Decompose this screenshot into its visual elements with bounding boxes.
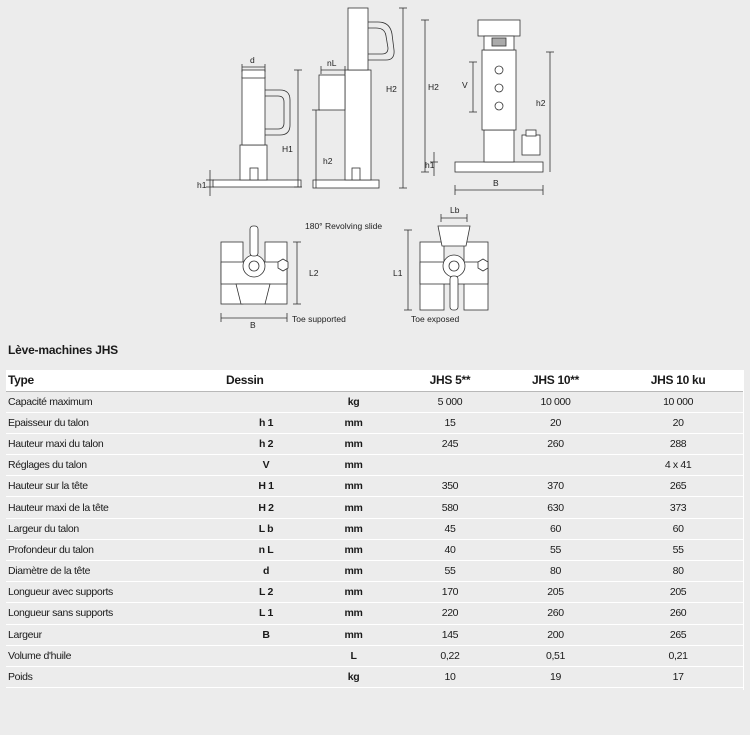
row-value-jhs10: 10 000 bbox=[499, 391, 612, 412]
row-unit: kg bbox=[306, 391, 401, 412]
table-row bbox=[6, 391, 744, 412]
table-row bbox=[6, 476, 744, 497]
row-unit: mm bbox=[306, 624, 401, 645]
header-model-1: JHS 5** bbox=[401, 370, 499, 391]
row-unit: mm bbox=[306, 433, 401, 454]
row-unit: mm bbox=[306, 582, 401, 603]
row-symbol bbox=[226, 645, 306, 666]
row-symbol: d bbox=[226, 561, 306, 582]
row-label: Volume d'huile bbox=[6, 645, 226, 666]
row-value-jhs5: 145 bbox=[401, 624, 499, 645]
label-B-right: B bbox=[493, 178, 499, 188]
row-value-jhs5: 220 bbox=[401, 603, 499, 624]
row-symbol: n L bbox=[226, 539, 306, 560]
row-value-jhs10ku: 288 bbox=[612, 433, 744, 454]
row-symbol: h 1 bbox=[226, 412, 306, 433]
row-symbol: B bbox=[226, 624, 306, 645]
row-symbol bbox=[226, 391, 306, 412]
label-H2-right: H2 bbox=[428, 82, 439, 92]
row-value-jhs5: 580 bbox=[401, 497, 499, 518]
row-value-jhs10ku: 265 bbox=[612, 624, 744, 645]
row-label: Longueur sans supports bbox=[6, 603, 226, 624]
row-value-jhs10: 260 bbox=[499, 433, 612, 454]
row-label: Hauteur sur la tête bbox=[6, 476, 226, 497]
header-model-3: JHS 10 ku bbox=[612, 370, 744, 391]
header-unit bbox=[306, 370, 401, 391]
row-symbol: h 2 bbox=[226, 433, 306, 454]
label-h1-right: h1 bbox=[425, 160, 435, 170]
row-value-jhs10: 260 bbox=[499, 603, 612, 624]
row-value-jhs5: 350 bbox=[401, 476, 499, 497]
row-symbol: L 2 bbox=[226, 582, 306, 603]
row-symbol: H 2 bbox=[226, 497, 306, 518]
row-unit: mm bbox=[306, 561, 401, 582]
row-label: Réglages du talon bbox=[6, 455, 226, 476]
table-header-row bbox=[6, 370, 744, 391]
row-value-jhs5: 0,22 bbox=[401, 645, 499, 666]
row-value-jhs10: 19 bbox=[499, 666, 612, 687]
row-symbol: V bbox=[226, 455, 306, 476]
row-label: Largeur du talon bbox=[6, 518, 226, 539]
jack-drawing-3 bbox=[421, 20, 554, 195]
row-value-jhs5: 245 bbox=[401, 433, 499, 454]
technical-drawings bbox=[0, 0, 750, 335]
row-value-jhs5: 40 bbox=[401, 539, 499, 560]
row-value-jhs5: 170 bbox=[401, 582, 499, 603]
label-h1-left: h1 bbox=[197, 180, 207, 190]
row-value-jhs10: 200 bbox=[499, 624, 612, 645]
plan-drawing-toe-supported bbox=[221, 226, 301, 322]
row-unit: mm bbox=[306, 476, 401, 497]
row-unit: mm bbox=[306, 497, 401, 518]
row-label: Profondeur du talon bbox=[6, 539, 226, 560]
label-V: V bbox=[462, 80, 468, 90]
table-row bbox=[6, 666, 744, 687]
row-unit: mm bbox=[306, 603, 401, 624]
row-label: Longueur avec supports bbox=[6, 582, 226, 603]
table-right-border bbox=[743, 370, 744, 690]
row-value-jhs10: 20 bbox=[499, 412, 612, 433]
label-L2: L2 bbox=[309, 268, 319, 278]
table-row bbox=[6, 582, 744, 603]
row-value-jhs5: 15 bbox=[401, 412, 499, 433]
plan-drawing-toe-exposed bbox=[404, 214, 488, 310]
row-value-jhs10: 80 bbox=[499, 561, 612, 582]
label-H1: H1 bbox=[282, 144, 293, 154]
table-row bbox=[6, 645, 744, 666]
row-symbol bbox=[226, 666, 306, 687]
header-type: Type bbox=[6, 370, 226, 391]
row-value-jhs5: 45 bbox=[401, 518, 499, 539]
jack-drawing-1 bbox=[206, 64, 302, 196]
row-value-jhs10ku: 80 bbox=[612, 561, 744, 582]
row-value-jhs10ku: 20 bbox=[612, 412, 744, 433]
row-value-jhs10: 0,51 bbox=[499, 645, 612, 666]
label-L1: L1 bbox=[393, 268, 403, 278]
row-value-jhs10ku: 373 bbox=[612, 497, 744, 518]
row-value-jhs5: 5 000 bbox=[401, 391, 499, 412]
row-value-jhs10ku: 55 bbox=[612, 539, 744, 560]
label-h2-mid: h2 bbox=[323, 156, 333, 166]
row-unit: mm bbox=[306, 518, 401, 539]
table-row bbox=[6, 603, 744, 624]
row-value-jhs10: 60 bbox=[499, 518, 612, 539]
row-value-jhs10ku: 205 bbox=[612, 582, 744, 603]
table-row bbox=[6, 624, 744, 645]
row-unit: mm bbox=[306, 539, 401, 560]
row-label: Hauteur maxi de la tête bbox=[6, 497, 226, 518]
row-label: Hauteur maxi du talon bbox=[6, 433, 226, 454]
row-value-jhs5: 10 bbox=[401, 666, 499, 687]
table-row bbox=[6, 561, 744, 582]
row-value-jhs5 bbox=[401, 455, 499, 476]
row-value-jhs10: 55 bbox=[499, 539, 612, 560]
label-Lb: Lb bbox=[450, 205, 460, 215]
row-unit: mm bbox=[306, 455, 401, 476]
table-row bbox=[6, 412, 744, 433]
table-row bbox=[6, 539, 744, 560]
row-value-jhs10 bbox=[499, 455, 612, 476]
row-label: Capacité maximum bbox=[6, 391, 226, 412]
row-value-jhs10ku: 60 bbox=[612, 518, 744, 539]
row-value-jhs10ku: 260 bbox=[612, 603, 744, 624]
specs-table bbox=[6, 370, 744, 688]
row-label: Epaisseur du talon bbox=[6, 412, 226, 433]
table-row bbox=[6, 433, 744, 454]
section-title: Lève-machines JHS bbox=[8, 343, 118, 357]
label-d: d bbox=[250, 55, 255, 65]
table-row bbox=[6, 518, 744, 539]
row-symbol: L b bbox=[226, 518, 306, 539]
row-value-jhs10ku: 4 x 41 bbox=[612, 455, 744, 476]
header-dessin: Dessin bbox=[226, 370, 306, 391]
table-row bbox=[6, 455, 744, 476]
label-toe-supported: Toe supported bbox=[292, 314, 346, 324]
label-nL: nL bbox=[327, 58, 337, 68]
row-label: Largeur bbox=[6, 624, 226, 645]
row-symbol: L 1 bbox=[226, 603, 306, 624]
table-row bbox=[6, 497, 744, 518]
label-H2: H2 bbox=[386, 84, 397, 94]
label-revolving-slide: 180° Revolving slide bbox=[305, 221, 383, 231]
row-value-jhs10: 630 bbox=[499, 497, 612, 518]
row-unit: mm bbox=[306, 412, 401, 433]
row-value-jhs10ku: 0,21 bbox=[612, 645, 744, 666]
row-value-jhs10: 370 bbox=[499, 476, 612, 497]
row-value-jhs10ku: 265 bbox=[612, 476, 744, 497]
row-value-jhs10: 205 bbox=[499, 582, 612, 603]
label-h2-right: h2 bbox=[536, 98, 546, 108]
header-model-2: JHS 10** bbox=[499, 370, 612, 391]
row-value-jhs5: 55 bbox=[401, 561, 499, 582]
label-toe-exposed: Toe exposed bbox=[411, 314, 460, 324]
row-value-jhs10ku: 17 bbox=[612, 666, 744, 687]
label-B-plan: B bbox=[250, 320, 256, 330]
row-label: Diamètre de la tête bbox=[6, 561, 226, 582]
row-symbol: H 1 bbox=[226, 476, 306, 497]
row-label: Poids bbox=[6, 666, 226, 687]
row-value-jhs10ku: 10 000 bbox=[612, 391, 744, 412]
row-unit: kg bbox=[306, 666, 401, 687]
row-unit: L bbox=[306, 645, 401, 666]
